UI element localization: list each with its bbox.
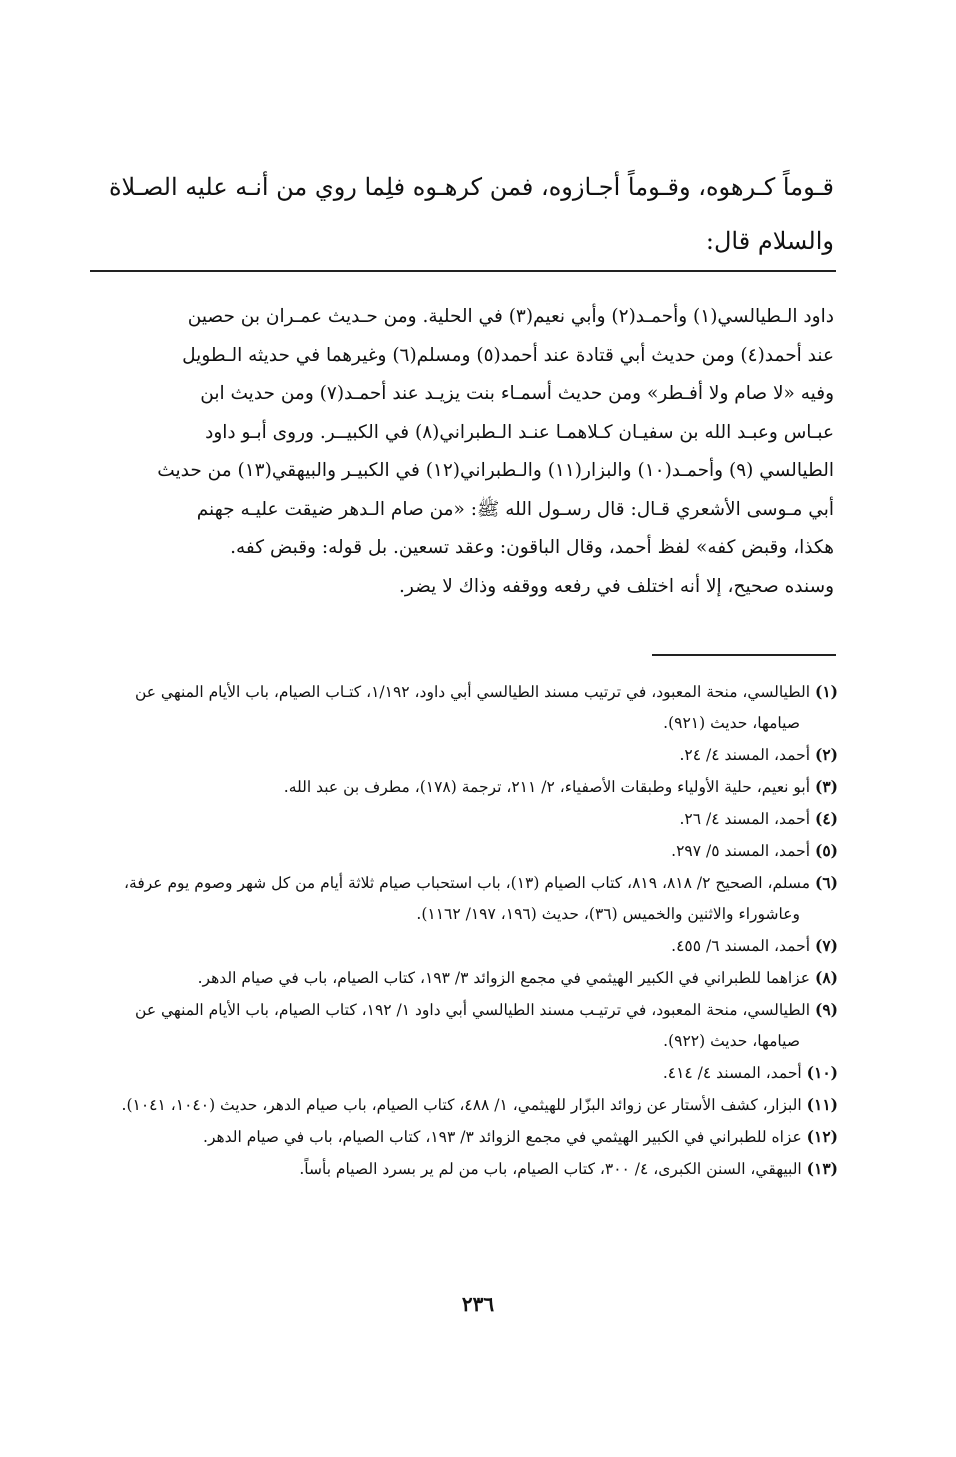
footnote-text: أحمد، المسند ٤/ ٢٤. [679,746,811,764]
footnote-item [108,835,838,867]
footnote-item [108,930,838,962]
continued-line: وفيه «لا صام ولا أفـطر» ومن حديث أسمـاء بنت يزيـد عند أحمـد(٧) ومن حديث ابن [200,383,834,404]
footnote-text: البزار، كشف الأستار عن زوائد البزّار للهيثمي، ١/ ٤٨٨، كتاب الصيام، باب صيام الدهر، حديث (١٠٤٠، ١٠٤١). [121,1096,802,1114]
continued-line: وسنده صحيح، إلا أنه اختلف في رفعه ووقفه وذاك لا يضر. [399,575,834,597]
main-text-line: قـوماً كـرهوه، وقـوماً أجـازوه، فمن كرهـوه فلِما روي من أنـه عليه الصـلاة [108,173,834,201]
footnote-text: أحمد، المسند ٤/ ٤١٤. [662,1064,802,1082]
footnote-number: (٢) [814,745,838,764]
footnote-item [108,1153,838,1185]
footnote-number: (٥) [814,841,838,860]
footnote-item [108,676,838,739]
footnote-number: (٦) [814,873,838,892]
footnote-text: أحمد، المسند ٤/ ٢٦. [679,810,811,828]
continued-line: داود الـطيالسي(١) وأحمـد(٢) وأبي نعيم(٣) في الحلية. ومن حـديث عمـران بن حصين [187,306,834,327]
footnote-item [108,1089,838,1121]
continued-line: عند أحمد(٤) ومن حديث أبي قتادة عند أحمد(٥) ومسلم(٦) وغيرهما في حديثه الـطويل [182,344,834,366]
footnote-item [108,962,838,994]
footnote-number: (٨) [814,968,838,987]
continued-line: هكذا، وقبض كفه» لفظ أحمد، وقال الباقون: وعقد تسعين. بل قوله: وقبض كفه. [230,537,834,558]
continued-line: عبـاس وعبـد الله بن سفيـان كـلاهمـا عنـد الـطبراني(٨) في الكبيــر. وروى أبـو داود [205,421,834,443]
footnote-text: البيهقي، السنن الكبرى، ٤/ ٣٠٠، كتاب الصيام، باب من لم ير بسرد الصيام بأساً. [299,1160,802,1178]
footnote-item [108,867,838,930]
footnote-text: أحمد، المسند ٦/ ٤٥٥. [671,937,811,955]
footnote-text: الطيالسي، منحة المعبود، في ترتيـب مسند الطيالسي أبي داود ١/ ١٩٢، كتاب الصيام، باب الأيام المنهي عن صيامها، حديث (٩٢٢). [135,1001,811,1050]
page-number: ٢٣٦ [461,1292,495,1316]
footnote-text: عزاهما للطبراني في الكبير الهيثمي في مجمع الزوائد ٣/ ١٩٣، كتاب الصيام، باب في صيام الدهر. [197,969,811,987]
footnote-number: (٣) [814,777,838,796]
footnote-item [108,739,838,771]
footnote-text: أبو نعيم، حلية الأولياء وطبقات الأصفياء، ٢/ ٢١١، ترجمة (١٧٨)، مطرف بن عبد الله. [283,778,811,796]
footnote-item [108,771,838,803]
continued-line: الطيالسي (٩) وأحمـد(١٠) والبزار(١١) والـطبراني(١٢) في الكبيـر والبيهقي(١٣) من حديث [157,460,834,481]
main-separator-rule [90,270,836,272]
continued-line: أبي مـوسى الأشعري قـال: قال رسـول الله ﷺ: «من صام الـدهر ضيقت عليـه جهنم [196,498,834,520]
footnote-text: أحمد، المسند ٥/ ٢٩٧. [671,842,811,860]
footnote-number: (٩) [814,1000,838,1019]
continued-footnote-text [106,298,834,606]
footnote-number: (٤) [814,809,838,828]
footnotes-list [108,676,838,1185]
footnote-number: (١١) [806,1095,838,1114]
footnote-text: الطيالسي، منحة المعبود، في ترتيب مسند الطيالسي أبي داود، ١/١٩٢، كتـاب الصيام، باب الأيام المنهي عن صيامها، حديث (٩٢١). [134,683,811,732]
footnote-number: (١٣) [806,1159,838,1178]
footnote-text: عزاه للطبراني في الكبير الهيثمي في مجمع الزوائد ٣/ ١٩٣، كتاب الصيام، باب في صيام الدهر. [203,1128,802,1146]
footnote-text: مسلم، الصحيح ٢/ ٨١٨، ٨١٩، كتاب الصيام (١٣)، باب استحباب صيام ثلاثة أيام من كل شهر وصوم يوم عرفة، وعاشوراء والاثنين والخميس (٣٦)، حديث (١٩٦، ١٩٧/ ١١٦٢). [124,874,811,923]
footnote-item [108,1121,838,1153]
footnote-number: (٧) [814,936,838,955]
main-text-line: والسلام قال: [705,227,834,255]
main-text-block [106,160,834,268]
footnote-number: (١٠) [806,1063,838,1082]
footnote-separator-rule [652,654,836,656]
footnote-item [108,803,838,835]
footnote-number: (١٢) [806,1127,838,1146]
footnote-item [108,1057,838,1089]
footnote-number: (١) [814,682,838,701]
footnote-item [108,994,838,1057]
